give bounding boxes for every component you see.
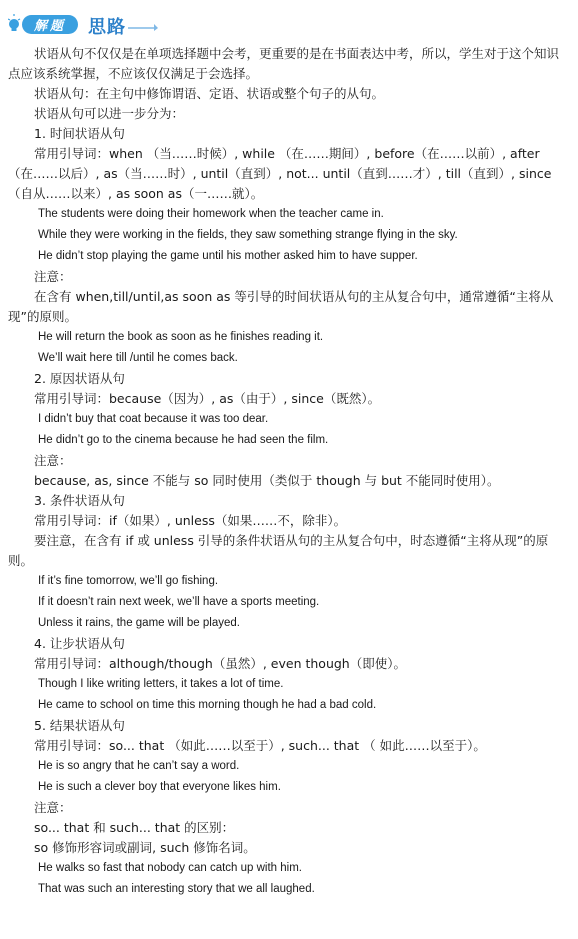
paragraph: 在含有 when,till/until,as soon as 等引导的时间状语从句的主从复合句中，通常遵循“主将从现”的原则。: [8, 289, 554, 324]
paragraph: 1. 时间状语从句: [34, 126, 125, 141]
example-sentence: The students were doing their homework when the teacher came in.: [38, 208, 384, 220]
example-sentence: He will return the book as soon as he finishes reading it.: [38, 331, 324, 343]
example-sentence: Though I like writing letters, it takes a lot of time.: [38, 678, 284, 690]
paragraph: 3. 条件状语从句: [34, 493, 125, 508]
paragraph: 注意：: [34, 453, 72, 468]
example-sentence: He is such a clever boy that everyone likes him.: [38, 781, 281, 793]
paragraph: 常用引导词：when （当……时候）, while （在……期间）, before（在……以前）, after（在……以后）, as（当……时）, until（直到）, not... until（直到……才）, till（直到）, since（自从……以来）, as soon as（一……就）。: [8, 146, 552, 201]
paragraph: because, as, since 不能与 so 同时使用（类似于 though 与 but 不能同时使用）。: [34, 473, 500, 488]
paragraph: 要注意，在含有 if 或 unless 引导的条件状语从句的主从复合句中，时态遵循“主将从现”的原则。: [8, 533, 549, 568]
paragraph: 常用引导词：so... that （如此……以至于）, such... that （ 如此……以至于）。: [34, 738, 486, 753]
paragraph: 状语从句不仅仅是在单项选择题中会考，更重要的是在书面表达中考，所以，学生对于这个知识点应该系统掌握，不应该仅仅满足于会选择。: [8, 46, 560, 81]
section-header: [8, 12, 198, 38]
example-sentence: He didn’t go to the cinema because he had seen the film.: [38, 434, 329, 446]
document-body: [8, 44, 570, 900]
example-sentence: He didn’t stop playing the game until his mother asked him to have supper.: [38, 250, 418, 262]
paragraph: 状语从句可以进一步分为：: [34, 106, 185, 121]
example-sentence: Unless it rains, the game will be played.: [38, 617, 240, 629]
badge-text: 解题: [34, 19, 67, 34]
paragraph: 常用引导词：although/though（虽然）, even though（即使）。: [34, 656, 406, 671]
paragraph: so... that 和 such... that 的区别：: [34, 820, 235, 835]
example-sentence: If it doesn’t rain next week, we’ll have a sports meeting.: [38, 596, 320, 608]
paragraph: 5. 结果状语从句: [34, 718, 125, 733]
paragraph: 注意：: [34, 269, 72, 284]
example-sentence: He walks so fast that nobody can catch up with him.: [38, 862, 302, 874]
example-sentence: While they were working in the fields, they saw something strange flying in the sky.: [38, 229, 458, 241]
paragraph: 4. 让步状语从句: [34, 636, 125, 651]
example-sentence: If it’s fine tomorrow, we’ll go fishing.: [38, 575, 219, 587]
example-sentence: We’ll wait here till /until he comes back.: [38, 352, 238, 364]
paragraph: 状语从句：在主句中修饰谓语、定语、状语或整个句子的从句。: [34, 86, 385, 101]
paragraph: 注意：: [34, 800, 72, 815]
section-title: 思路: [88, 17, 126, 38]
paragraph: 2. 原因状语从句: [34, 371, 125, 386]
example-sentence: He came to school on time this morning though he had a bad cold.: [38, 699, 377, 711]
example-sentence: That was such an interesting story that we all laughed.: [38, 883, 315, 895]
paragraph: 常用引导词：because（因为）, as（由于）, since（既然）。: [34, 391, 381, 406]
example-sentence: I didn’t buy that coat because it was too dear.: [38, 413, 269, 425]
decorative-arrow-icon: [128, 20, 158, 32]
paragraph: so 修饰形容词或副词, such 修饰名词。: [34, 840, 256, 855]
example-sentence: He is so angry that he can’t say a word.: [38, 760, 240, 772]
paragraph: 常用引导词：if（如果）, unless（如果……不，除非）。: [34, 513, 347, 528]
